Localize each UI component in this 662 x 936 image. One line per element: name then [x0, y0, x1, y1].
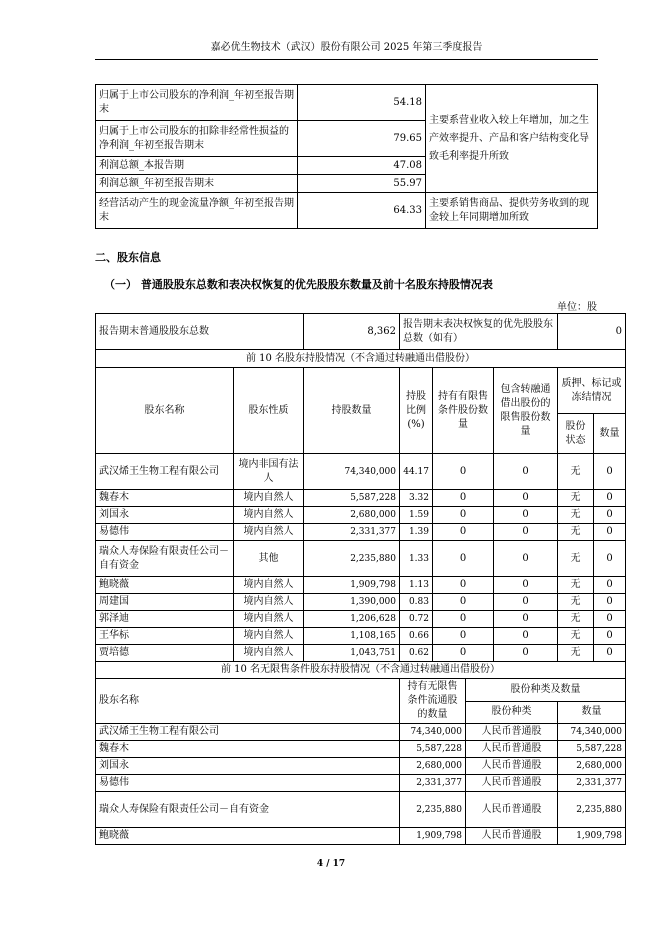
- holder-nature: 境内自然人: [234, 507, 304, 524]
- page-number: 4 / 17: [316, 859, 346, 869]
- holder-qty: 0: [594, 577, 626, 594]
- holder-name: 易德伟: [96, 524, 234, 541]
- holder-restricted: 0: [433, 524, 494, 541]
- header-qty: 数量: [594, 414, 626, 454]
- change-reason-table: [95, 84, 598, 229]
- holder-shares: 2,331,377: [304, 524, 400, 541]
- total-holders-label: 报告期末普通股股东总数: [96, 314, 304, 350]
- holder-nature: 境内自然人: [234, 577, 304, 594]
- section-title: 二、股东信息: [95, 251, 161, 264]
- holder-nature: 境内自然人: [234, 645, 304, 662]
- header-divider: [95, 59, 598, 60]
- holder-name: 周建国: [96, 594, 234, 611]
- table-row: [96, 758, 626, 775]
- holder-qty: 0: [594, 645, 626, 662]
- u-holder-qty: 2,680,000: [400, 758, 466, 775]
- u-holder-qty: 1,909,798: [400, 828, 466, 845]
- table1-label: 经营活动产生的现金流量净额_年初至报告期末: [96, 193, 298, 229]
- u-holder-name: 魏春木: [96, 741, 400, 758]
- table-row: [96, 577, 626, 594]
- holder-restricted: 0: [433, 645, 494, 662]
- table-row: [96, 541, 626, 577]
- holder-nature: 境内自然人: [234, 524, 304, 541]
- holder-ratio: 3.32: [400, 490, 433, 507]
- holder-nature: 其他: [234, 541, 304, 577]
- table1-label: 利润总额_年初至报告期末: [96, 175, 298, 193]
- u-holder-name: 鲍晓薇: [96, 828, 400, 845]
- holder-restricted: 0: [433, 507, 494, 524]
- holder-nature: 境内自然人: [234, 628, 304, 645]
- holder-shares: 1,909,798: [304, 577, 400, 594]
- header-restricted: 持有有限售条件股份数量: [433, 368, 494, 454]
- holder-status: 无: [558, 524, 594, 541]
- u-holder-qty: 5,587,228: [400, 741, 466, 758]
- holder-shares: 5,587,228: [304, 490, 400, 507]
- holder-name: 瑞众人寿保险有限责任公司－自有资金: [96, 541, 234, 577]
- header-ratio: 持股比例(%): [400, 368, 433, 454]
- table-row: [96, 507, 626, 524]
- u-holder-amount: 5,587,228: [558, 741, 626, 758]
- u-holder-type: 人民币普通股: [466, 775, 558, 792]
- holder-nature: 境内自然人: [234, 611, 304, 628]
- holder-restricted: 0: [433, 628, 494, 645]
- holder-name: 刘国永: [96, 507, 234, 524]
- holder-status: 无: [558, 490, 594, 507]
- header-status: 股份状态: [558, 414, 594, 454]
- holder-status: 无: [558, 628, 594, 645]
- u-holder-type: 人民币普通股: [466, 724, 558, 741]
- table1-value: 47.08: [298, 157, 426, 175]
- page-header: 嘉必优生物技术（武汉）股份有限公司 2025 年第三季度报告: [210, 42, 483, 53]
- u-holder-name: 易德伟: [96, 775, 400, 792]
- table-row: [96, 775, 626, 792]
- table-row: [96, 611, 626, 628]
- holder-qty: 0: [594, 541, 626, 577]
- u-header-amount: 数量: [558, 701, 626, 724]
- holder-ratio: 44.17: [400, 454, 433, 490]
- holder-shares: 2,680,000: [304, 507, 400, 524]
- u-holder-qty: 74,340,000: [400, 724, 466, 741]
- table-row: [96, 490, 626, 507]
- u-holder-type: 人民币普通股: [466, 758, 558, 775]
- holder-status: 无: [558, 454, 594, 490]
- holder-status: 无: [558, 645, 594, 662]
- top10-title: 前 10 名股东持股情况（不含通过转融通出借股份）: [96, 350, 626, 368]
- header-nature: 股东性质: [234, 368, 304, 454]
- holder-lent: 0: [494, 611, 558, 628]
- holder-name: 鲍晓薇: [96, 577, 234, 594]
- holder-ratio: 1.13: [400, 577, 433, 594]
- section-subtitle: （一） 普通股股东总数和表决权恢复的优先股股东数量及前十名股东持股情况表: [104, 278, 493, 291]
- holder-lent: 0: [494, 490, 558, 507]
- pref-holders-label: 报告期末表决权恢复的优先股股东总数（如有）: [400, 314, 558, 350]
- table1-reason: 主要系营业收入较上年增加，加之生产效率提升、产品和客户结构变化导致毛利率提升所致: [426, 85, 598, 193]
- holder-lent: 0: [494, 541, 558, 577]
- holder-lent: 0: [494, 594, 558, 611]
- holder-ratio: 1.59: [400, 507, 433, 524]
- u-holder-amount: 2,331,377: [558, 775, 626, 792]
- u-holder-type: 人民币普通股: [466, 792, 558, 828]
- holder-lent: 0: [494, 454, 558, 490]
- u-holder-type: 人民币普通股: [466, 741, 558, 758]
- pref-holders-value: 0: [558, 314, 626, 350]
- holder-shares: 2,235,880: [304, 541, 400, 577]
- holder-restricted: 0: [433, 594, 494, 611]
- u-holder-name: 武汉烯王生物工程有限公司: [96, 724, 400, 741]
- holder-name: 魏春木: [96, 490, 234, 507]
- holder-shares: 1,108,165: [304, 628, 400, 645]
- header-pledge: 质押、标记或冻结情况: [558, 368, 626, 414]
- holder-lent: 0: [494, 524, 558, 541]
- table1-label: 归属于上市公司股东的扣除非经常性损益的净利润_年初至报告期末: [96, 121, 298, 157]
- table1-value: 79.65: [298, 121, 426, 157]
- total-holders-value: 8,362: [304, 314, 400, 350]
- holder-name: 武汉烯王生物工程有限公司: [96, 454, 234, 490]
- holder-name: 王华标: [96, 628, 234, 645]
- holder-restricted: 0: [433, 577, 494, 594]
- table-row: [96, 628, 626, 645]
- u-header-qty: 持有无限售条件流通股的数量: [400, 679, 466, 724]
- table-row: [96, 454, 626, 490]
- u-header-name: 股东名称: [96, 679, 400, 724]
- header-lent: 包含转融通借出股份的限售股份数量: [494, 368, 558, 454]
- holder-status: 无: [558, 507, 594, 524]
- holder-status: 无: [558, 594, 594, 611]
- holder-shares: 74,340,000: [304, 454, 400, 490]
- holder-lent: 0: [494, 507, 558, 524]
- holder-qty: 0: [594, 611, 626, 628]
- table-row: [96, 792, 626, 828]
- holder-shares: 1,390,000: [304, 594, 400, 611]
- holder-qty: 0: [594, 628, 626, 645]
- table-row: [96, 741, 626, 758]
- table1-label: 利润总额_本报告期: [96, 157, 298, 175]
- u-holder-amount: 2,680,000: [558, 758, 626, 775]
- holder-ratio: 0.62: [400, 645, 433, 662]
- table-row: [96, 724, 626, 741]
- holder-ratio: 1.33: [400, 541, 433, 577]
- u-holder-name: 刘国永: [96, 758, 400, 775]
- u-header-type-group: 股份种类及数量: [466, 679, 626, 702]
- table1-value: 64.33: [298, 193, 426, 229]
- u-holder-amount: 1,909,798: [558, 828, 626, 845]
- shareholder-table: [95, 313, 626, 845]
- header-shares: 持股数量: [304, 368, 400, 454]
- table1-value: 54.18: [298, 85, 426, 121]
- holder-ratio: 0.83: [400, 594, 433, 611]
- holder-lent: 0: [494, 628, 558, 645]
- holder-restricted: 0: [433, 454, 494, 490]
- holder-restricted: 0: [433, 490, 494, 507]
- holder-shares: 1,043,751: [304, 645, 400, 662]
- table1-value: 55.97: [298, 175, 426, 193]
- holder-name: 郭泽迪: [96, 611, 234, 628]
- holder-qty: 0: [594, 507, 626, 524]
- table1-label: 归属于上市公司股东的净利润_年初至报告期末: [96, 85, 298, 121]
- table1-reason: 主要系销售商品、提供劳务收到的现金较上年同期增加所致: [426, 193, 598, 229]
- u-holder-qty: 2,235,880: [400, 792, 466, 828]
- table-row: [96, 524, 626, 541]
- u-holder-amount: 2,235,880: [558, 792, 626, 828]
- holder-shares: 1,206,628: [304, 611, 400, 628]
- holder-name: 贾培德: [96, 645, 234, 662]
- holder-status: 无: [558, 541, 594, 577]
- holder-nature: 境内自然人: [234, 490, 304, 507]
- holder-qty: 0: [594, 454, 626, 490]
- holder-qty: 0: [594, 594, 626, 611]
- unit-label: 单位：股: [557, 302, 597, 313]
- holder-ratio: 1.39: [400, 524, 433, 541]
- holder-lent: 0: [494, 645, 558, 662]
- holder-ratio: 0.72: [400, 611, 433, 628]
- holder-qty: 0: [594, 490, 626, 507]
- table-row: [96, 594, 626, 611]
- holder-qty: 0: [594, 524, 626, 541]
- table-row: [96, 828, 626, 845]
- u-holder-type: 人民币普通股: [466, 828, 558, 845]
- holder-status: 无: [558, 577, 594, 594]
- holder-lent: 0: [494, 577, 558, 594]
- u-holder-amount: 74,340,000: [558, 724, 626, 741]
- u-holder-qty: 2,331,377: [400, 775, 466, 792]
- holder-restricted: 0: [433, 541, 494, 577]
- u-holder-name: 瑞众人寿保险有限责任公司－自有资金: [96, 792, 400, 828]
- holder-status: 无: [558, 611, 594, 628]
- header-name: 股东名称: [96, 368, 234, 454]
- unrestricted-title: 前 10 名无限售条件股东持股情况（不含通过转融通出借股份）: [96, 662, 626, 679]
- holder-nature: 境内自然人: [234, 594, 304, 611]
- holder-restricted: 0: [433, 611, 494, 628]
- holder-ratio: 0.66: [400, 628, 433, 645]
- u-header-type: 股份种类: [466, 701, 558, 724]
- table-row: [96, 645, 626, 662]
- holder-nature: 境内非国有法人: [234, 454, 304, 490]
